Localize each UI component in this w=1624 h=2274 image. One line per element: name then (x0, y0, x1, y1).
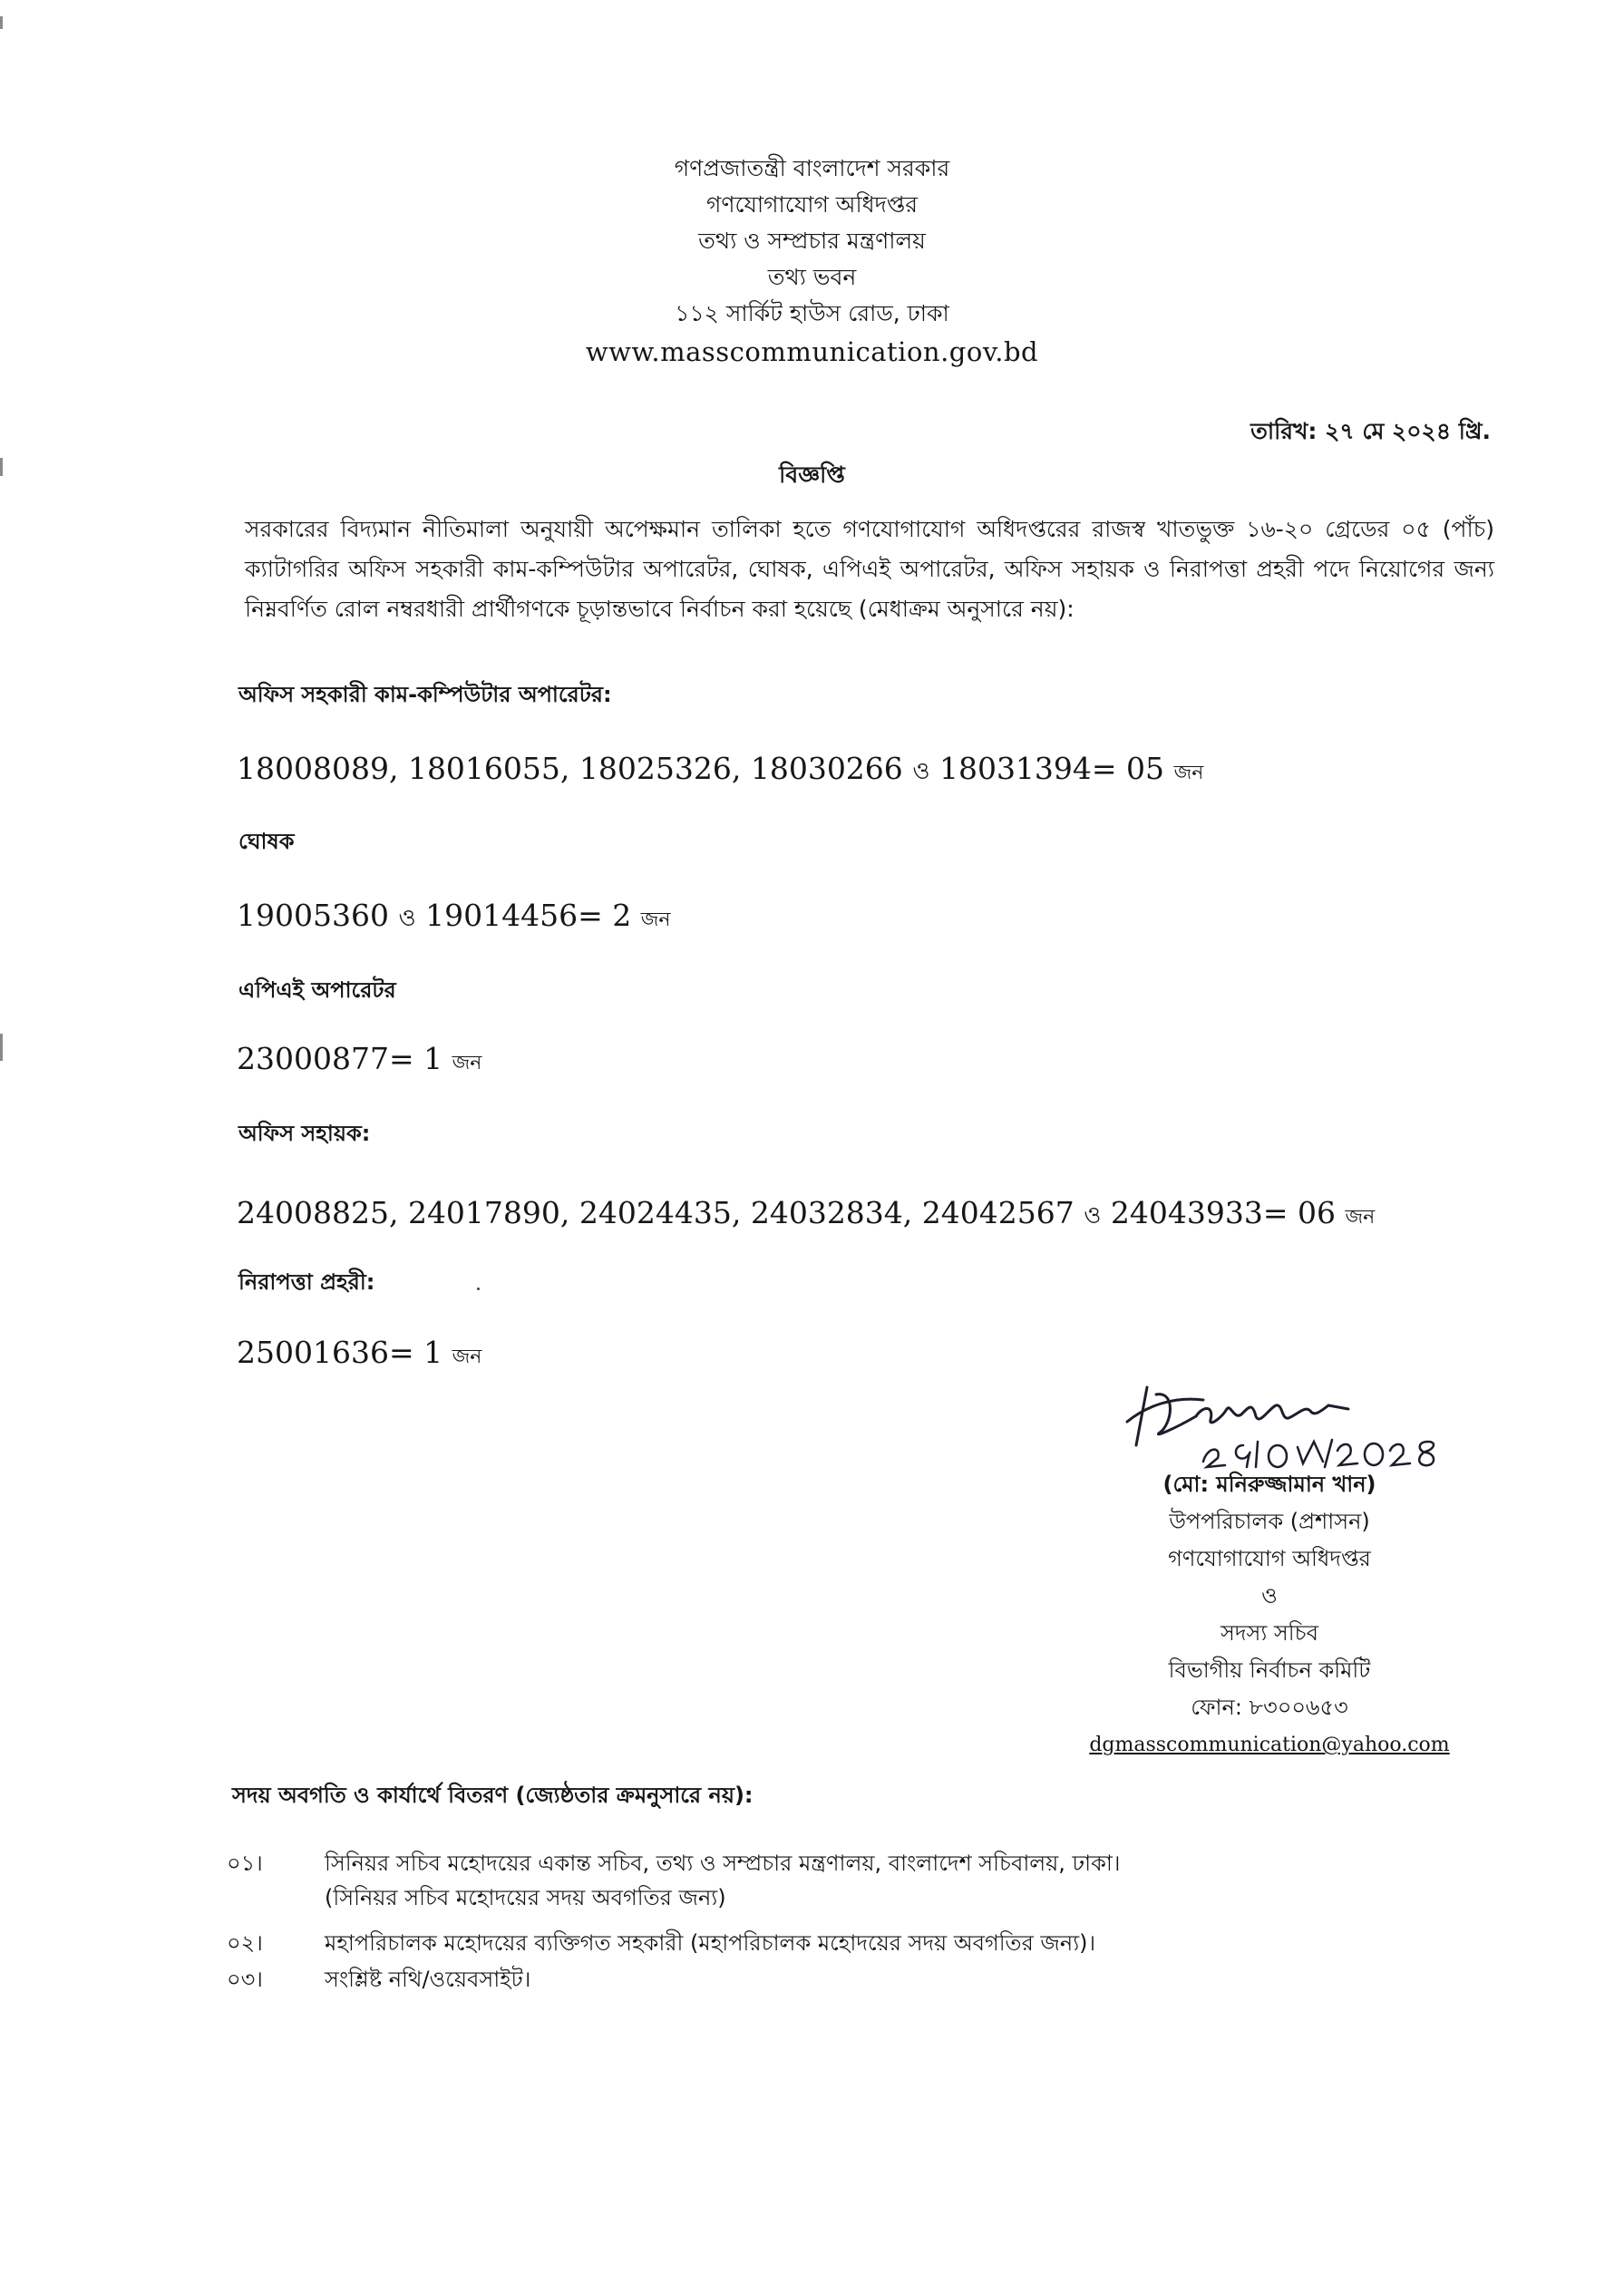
roll-list-office-assistant-computer-operator (237, 751, 1203, 792)
distribution-text: সিনিয়র সচিব মহোদয়ের একান্ত সচিব, তথ্য ও সম্প্রচার মন্ত্রণালয়, বাংলাদেশ সচিবালয়, ঢাকা। (325, 1851, 1121, 1876)
conjunction: ও (1084, 1202, 1102, 1229)
selected-count: = 05 (1091, 751, 1165, 786)
notice-title: বিজ্ঞপ্তি (779, 462, 845, 488)
roll-numbers: 18008089, 18016055, 18025326, 18030266 (237, 751, 903, 786)
notice-body: সরকারের বিদ্যমান নীতিমালা অনুযায়ী অপেক্ষমান তালিকা হতে গণযোগাযোগ অধিদপ্তরের রাজস্ব খাতভুক্ত ১৬-২০ গ্রেডের ০৫ (পাঁচ) ক্যাটাগরির অফিস সহকারী কাম-কম্পিউটার অপারেটর, ঘোষক, এপিএই অপারেটর, অফিস সহায়ক ও নিরাপত্তা প্রহরী পদে নিয়োগের জন্য নিম্নবর্ণিত রোল নম্বরধারী প্রার্থীগণকে চূড়ান্তভাবে নির্বাচন করা হয়েছে (মেধাক্রম অনুসারে নয়): (245, 516, 1494, 622)
department-name: গণযোগাযোগ অধিদপ্তর (705, 191, 919, 218)
roll-numbers: 19005360 (237, 898, 389, 933)
roll-number-last: 23000877 (237, 1041, 389, 1076)
post-label-security-guard: নিরাপত্তা প্রহরী: (238, 1269, 375, 1295)
roll-list-office-helper (237, 1195, 1375, 1237)
distribution-number: ০২। (227, 1930, 263, 1956)
handwritten-signature (1120, 1369, 1455, 1469)
signatory-email: dgmasscommunication@yahoo.com (1089, 1734, 1450, 1756)
signatory-block (1034, 1466, 1505, 1764)
distribution-title: সদয় অবগতি ও কার্যার্থে বিতরণ (জ্যেষ্ঠতার ক্রমনুসারে নয়): (232, 1783, 754, 1808)
selected-count: = 1 (388, 1041, 443, 1076)
signatory-phone: ফোন: ৮৩০০৬৫৩ (1191, 1695, 1348, 1720)
signatory-and: ও (1261, 1583, 1278, 1608)
roll-number-last: 18031394 (938, 751, 1092, 786)
selected-count: = 06 (1262, 1195, 1336, 1230)
website-url: www.masscommunication.gov.bd (585, 336, 1039, 367)
unit-label: জন (452, 1346, 482, 1368)
address: ১১২ সার্কিট হাউস রোড, ঢাকা (675, 300, 949, 326)
conjunction: ও (912, 758, 930, 785)
roll-numbers: 24008825, 24017890, 24024435, 24032834, 24042567 (237, 1195, 1075, 1230)
distribution-item (227, 1962, 1485, 1997)
roll-number-last: 24043933 (1110, 1195, 1263, 1230)
post-label-announcer: ঘোষক (238, 829, 295, 854)
roll-list-announcer (237, 898, 671, 939)
unit-label: জন (452, 1052, 482, 1074)
signatory-role: সদস্য সচিব (1220, 1620, 1318, 1646)
letterhead (0, 151, 1624, 372)
roll-list-apae-operator (237, 1041, 481, 1081)
ministry-name: তথ্য ও সম্প্রচার মন্ত্রণালয় (698, 228, 926, 254)
unit-label: জন (1345, 1206, 1376, 1229)
signatory-name: (মো: মনিরুজ্জামান খান) (1162, 1472, 1376, 1497)
notice-date: তারিখ: ২৭ মে ২০২৪ খ্রি. (1250, 418, 1491, 444)
unit-label: জন (640, 909, 671, 931)
post-label-office-assistant-computer-operator: অফিস সহকারী কাম-কম্পিউটার অপারেটর: (238, 682, 612, 707)
distribution-text: মহাপরিচালক মহোদয়ের ব্যক্তিগত সহকারী (মহাপরিচালক মহোদয়ের সদয় অবগতির জন্য)। (325, 1930, 1096, 1956)
govt-name: গণপ্রজাতন্ত্রী বাংলাদেশ সরকার (674, 155, 950, 181)
distribution-number: ০১। (227, 1851, 263, 1876)
distribution-number: ০৩। (227, 1967, 263, 1992)
roll-number-last: 25001636 (237, 1335, 389, 1370)
unit-label: জন (1173, 762, 1204, 784)
building-name: তথ্য ভবন (767, 264, 857, 290)
distribution-note: (সিনিয়র সচিব মহোদয়ের সদয় অবগতির জন্য) (325, 1885, 726, 1910)
distribution-item (227, 1846, 1485, 1915)
signatory-office: গণযোগাযোগ অধিদপ্তর (1168, 1546, 1371, 1571)
distribution-item (227, 1926, 1485, 1960)
roll-number-last: 19014456 (425, 898, 579, 933)
signatory-committee: বিভাগীয় নির্বাচন কমিটি (1168, 1657, 1371, 1683)
post-label-apae-operator: এপিএই অপারেটর (238, 977, 396, 1003)
selected-count: = 1 (388, 1335, 443, 1370)
scan-edge-mark (0, 1034, 3, 1061)
roll-list-security-guard (237, 1335, 481, 1375)
scan-edge-mark (0, 16, 3, 29)
signatory-designation: উপপরিচালক (প্রশাসন) (1169, 1509, 1370, 1534)
post-label-office-helper: অফিস সহায়ক: (238, 1121, 371, 1146)
conjunction: ও (398, 905, 416, 932)
scan-speck (477, 1288, 480, 1290)
distribution-text: সংশ্লিষ্ট নথি/ওয়েবসাইট। (325, 1967, 531, 1992)
selected-count: = 2 (578, 898, 632, 933)
